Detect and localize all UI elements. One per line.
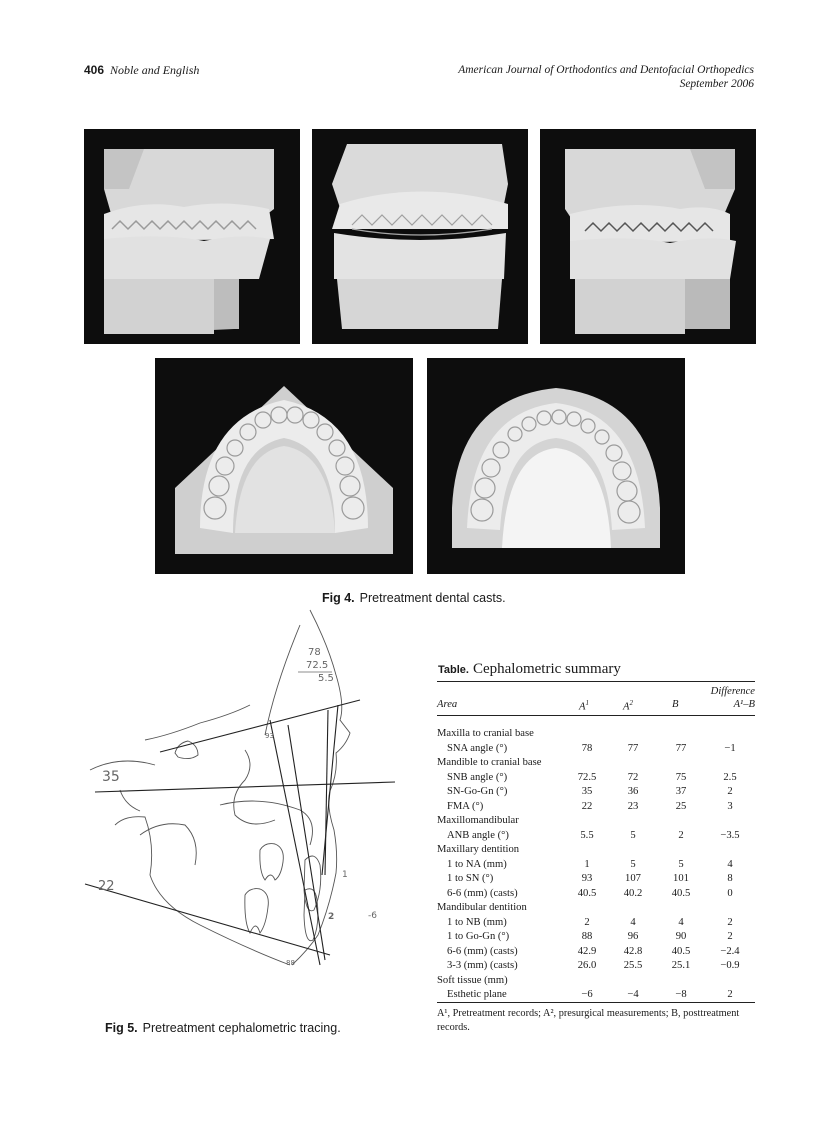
running-authors: Noble and English <box>110 63 200 77</box>
cell-area: FMA (°) <box>447 800 484 812</box>
cell-diff <box>705 901 755 916</box>
cell-a2: 5 <box>630 829 636 841</box>
cell-a1: 1 <box>584 858 590 870</box>
col-header-a1: $A^1$ <box>579 699 589 713</box>
tracing-label-sn-go-gn: 35 <box>102 769 120 785</box>
table-row <box>437 742 755 757</box>
cell-area: 1 to NA (mm) <box>447 858 507 870</box>
cell-diff: −0.9 <box>720 960 740 971</box>
tracing-label-u1-sn: 93 <box>265 732 274 740</box>
running-header-left <box>84 63 199 78</box>
cell-diff: 2 <box>727 786 733 797</box>
cell-b: 37 <box>675 786 687 797</box>
table-row <box>437 916 755 931</box>
figure4-caption-text: Pretreatment dental casts. <box>359 591 506 605</box>
running-header-right <box>458 63 754 91</box>
cell-a1: 2 <box>584 916 590 928</box>
cell-area: 6-6 (mm) (casts) <box>447 945 518 957</box>
cell-diff: 0 <box>727 887 733 899</box>
tracing-label-esthetic: -6 <box>368 911 377 921</box>
figure5-caption-text: Pretreatment cephalometric tracing. <box>142 1021 341 1035</box>
cell-diff: −2.4 <box>720 945 740 957</box>
cell-a2: 40.2 <box>623 887 643 899</box>
cell-a1: 42.9 <box>577 945 597 957</box>
cell-area: Maxilla to cranial base <box>437 728 534 739</box>
cell-a1: 88 <box>581 931 593 942</box>
cell-diff: −1 <box>724 742 736 754</box>
cell-a2: 107 <box>625 873 641 884</box>
cell-a2: 25.5 <box>623 960 643 971</box>
cell-a2: 42.8 <box>623 945 643 957</box>
cell-a2: 23 <box>627 800 639 812</box>
table-bottom-rule <box>437 1002 755 1003</box>
tracing-label-fma: 22 <box>98 879 115 894</box>
cell-diff: 8 <box>727 873 733 884</box>
cell-area: SNB angle (°) <box>447 771 508 783</box>
table-header-rule <box>437 715 755 716</box>
cephalometric-table <box>437 727 755 1003</box>
cell-a2 <box>609 756 657 771</box>
figure5-caption <box>105 1021 341 1035</box>
tracing-label-snb: 72.5 <box>306 660 329 671</box>
cell-b <box>657 843 705 858</box>
table-group-row <box>437 814 755 829</box>
cell-a1 <box>565 814 609 829</box>
table-row <box>437 771 755 786</box>
tracing-label-anb: 5.5 <box>318 673 334 684</box>
table-row <box>437 988 755 1003</box>
tracing-label-u1-na: 1 <box>342 870 348 880</box>
cell-area: 1 to SN (°) <box>447 873 494 884</box>
cell-b <box>657 727 705 742</box>
cell-a1 <box>565 843 609 858</box>
cell-b <box>657 756 705 771</box>
table-row <box>437 785 755 800</box>
cell-b <box>657 814 705 829</box>
cell-area: 6-6 (mm) (casts) <box>447 887 518 899</box>
cast-photo-mandibular-occlusal <box>427 358 685 574</box>
cell-a2: 72 <box>627 771 639 783</box>
table-row <box>437 959 755 974</box>
cell-diff: 2 <box>727 989 733 1000</box>
cell-diff: −3.5 <box>720 829 740 841</box>
cell-area: Maxillomandibular <box>437 815 519 826</box>
cell-a1: 40.5 <box>577 887 597 899</box>
cell-a2 <box>609 814 657 829</box>
cell-a2 <box>609 727 657 742</box>
table-title-text: Cephalometric summary <box>472 661 621 677</box>
cell-diff <box>705 843 755 858</box>
cast-photo-maxillary-occlusal <box>155 358 413 574</box>
journal-issue: September 2006 <box>679 78 754 90</box>
cell-a2: 4 <box>630 916 636 928</box>
cell-a1 <box>565 727 609 742</box>
cell-diff <box>705 974 755 989</box>
cell-a1 <box>565 756 609 771</box>
cell-b: −8 <box>675 989 687 1000</box>
cell-a1 <box>565 974 609 989</box>
figure5-label: Fig 5. <box>105 1021 138 1035</box>
figure4-caption <box>322 591 506 605</box>
cell-area: ANB angle (°) <box>447 829 509 841</box>
cell-a1: 93 <box>581 873 593 884</box>
table-header-row <box>437 686 755 714</box>
cell-b: 90 <box>675 931 687 942</box>
cell-a1: 26.0 <box>577 960 597 971</box>
col-header-area: Area <box>437 699 458 710</box>
cell-b: 75 <box>675 771 687 783</box>
cell-b: 101 <box>673 873 689 884</box>
col-header-difference-formula: A¹–B <box>733 699 755 710</box>
cell-diff: 4 <box>727 858 733 870</box>
cell-b: 2 <box>678 829 684 841</box>
col-header-difference: Difference <box>710 686 755 697</box>
journal-name: American Journal of Orthodontics and Dentofacial Orthopedics <box>458 64 754 76</box>
table-footnote: A¹, Pretreatment records; A², presurgical measurements; B, posttreatment records. <box>437 1008 740 1033</box>
table-row <box>437 800 755 815</box>
cast-photo-left-lateral <box>540 129 756 344</box>
table-row <box>437 930 755 945</box>
table-row <box>437 945 755 960</box>
table-row <box>437 858 755 873</box>
table-row <box>437 872 755 887</box>
table-row <box>437 887 755 902</box>
cell-diff <box>705 814 755 829</box>
cell-a1: 5.5 <box>580 829 594 841</box>
cephalometric-tracing <box>60 605 430 1010</box>
cell-a2: 5 <box>630 858 636 870</box>
cell-area: Soft tissue (mm) <box>437 974 508 986</box>
table-group-row <box>437 727 755 742</box>
cell-a1: −6 <box>581 989 593 1000</box>
cast-photo-frontal <box>312 129 528 344</box>
cell-diff: 2.5 <box>723 771 737 783</box>
cell-area: Esthetic plane <box>447 989 507 1000</box>
cell-a2: 36 <box>627 786 639 797</box>
cell-a1: 78 <box>581 742 593 754</box>
cell-area: 1 to Go-Gn (°) <box>447 931 510 942</box>
cell-area: 3-3 (mm) (casts) <box>447 960 518 971</box>
cell-diff <box>705 727 755 742</box>
cast-photo-right-lateral <box>84 129 300 344</box>
cell-diff: 2 <box>727 931 733 942</box>
cell-a2 <box>609 843 657 858</box>
cell-diff <box>705 756 755 771</box>
cell-b: 4 <box>678 916 684 928</box>
cell-a1: 35 <box>581 786 593 797</box>
table-group-row <box>437 901 755 916</box>
col-header-b: B <box>672 699 679 710</box>
cell-a2 <box>609 901 657 916</box>
cell-b: 5 <box>678 858 684 870</box>
cell-area: SN-Go-Gn (°) <box>447 786 508 797</box>
table-group-row <box>437 974 755 989</box>
table-group-row <box>437 843 755 858</box>
tracing-label-l1-nb: 2 <box>328 912 335 922</box>
cell-area: SNA angle (°) <box>447 742 508 754</box>
cell-b: 25.1 <box>671 960 691 971</box>
cell-b <box>657 974 705 989</box>
table-title <box>438 661 621 678</box>
table-top-rule <box>437 681 755 682</box>
cell-area: Mandible to cranial base <box>437 757 542 768</box>
cell-b <box>657 901 705 916</box>
cell-diff: 3 <box>727 800 733 812</box>
table-group-row <box>437 756 755 771</box>
table-row <box>437 829 755 844</box>
tracing-label-sna: 78 <box>308 647 321 658</box>
cell-a2: −4 <box>627 989 639 1000</box>
cell-a1 <box>565 901 609 916</box>
cell-a2: 96 <box>627 931 639 942</box>
cell-b: 40.5 <box>671 887 691 899</box>
table-label: Table. <box>438 664 469 676</box>
col-header-a2: $A^2$ <box>623 699 633 713</box>
cell-area: Maxillary dentition <box>437 844 520 855</box>
cell-b: 77 <box>675 742 687 754</box>
cell-a1: 72.5 <box>577 771 597 783</box>
cell-diff: 2 <box>727 916 733 928</box>
cell-a2: 77 <box>627 742 639 754</box>
figure4-label: Fig 4. <box>322 591 355 605</box>
cell-b: 25 <box>675 800 687 812</box>
cell-a2 <box>609 974 657 989</box>
page-number: 406 <box>84 63 105 77</box>
cell-b: 40.5 <box>671 945 691 957</box>
cell-a1: 22 <box>581 800 593 812</box>
tracing-label-l1-gogn: 88 <box>286 959 295 967</box>
cell-area: Mandibular dentition <box>437 902 527 913</box>
cell-area: 1 to NB (mm) <box>447 916 507 928</box>
